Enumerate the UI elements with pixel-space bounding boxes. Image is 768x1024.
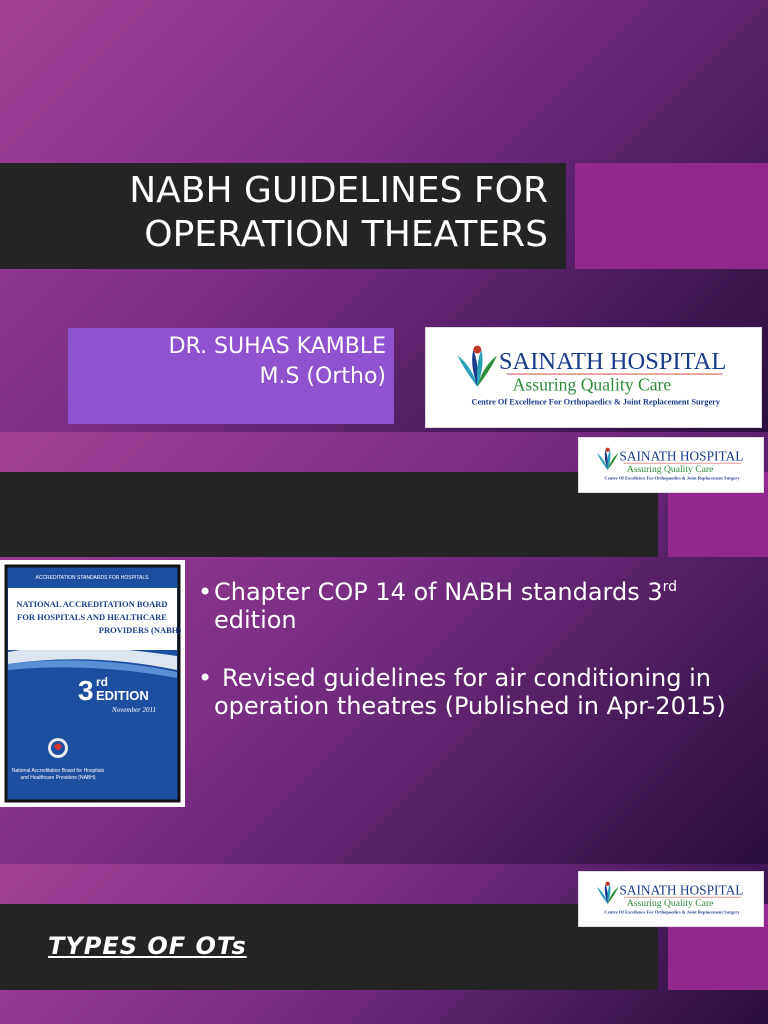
nabh-emblem-icon [48,738,68,758]
title-bar-2 [0,472,658,557]
hospital-logo-graphic-small [579,438,763,492]
book-title-3: PROVIDERS (NABH) [98,625,182,635]
logo-tagline: Assuring Quality Care [512,374,672,395]
bullet-dot: • [198,578,213,606]
book-edition-word: EDITION [96,688,149,703]
bullet-item [198,578,758,634]
logo-tagline: Assuring Quality Care [626,464,714,476]
slide-title-text [129,169,548,257]
logo-subtitle: Centre Of Excellence For Orthopaedics & Joint Replacement Surgery [604,909,740,915]
logo-name: SAINATH HOSPITAL [498,348,727,376]
bullet-list [198,578,758,742]
logo-name: SAINATH HOSPITAL [619,882,744,898]
book-title-2: FOR HOSPITALS AND HEALTHCARE [17,612,167,622]
accent-block [575,163,768,269]
types-heading: TYPES OF OTs [48,932,247,960]
hospital-logo-small [578,437,764,493]
slide-title [0,0,768,432]
bullet-item [198,664,758,720]
author-box [68,328,394,424]
bullet-dot: • [198,664,213,692]
book-edition-suffix: rd [96,675,108,689]
lotus-icon [597,882,618,904]
logo-tagline: Assuring Quality Care [626,898,714,910]
lotus-icon [458,346,497,387]
title-bar [0,163,566,269]
hospital-logo [425,327,762,428]
bullet-superscript: rd [662,579,678,595]
book-footer-2: and Healthcare Providers (NABH) [20,775,96,781]
logo-name: SAINATH HOSPITAL [619,448,744,464]
author-name: DR. SUHAS KAMBLE [168,334,386,359]
slide-standards [0,432,768,864]
title-line-2: OPERATION THEATERS [144,214,548,255]
bullet-text-end: edition [214,606,297,634]
book-cover-graphic [0,560,185,807]
book-title-1: NATIONAL ACCREDITATION BOARD [16,599,168,609]
bullet-text: Revised guidelines for air conditioning in operation theatres (Published in Apr-2015) [214,664,726,720]
book-footer-1: National Accreditation Board for Hospitals [11,768,105,774]
bullet-text: Chapter COP 14 of NABH standards 3 [214,578,663,606]
logo-subtitle: Centre Of Excellence For Orthopaedics & Joint Replacement Surgery [604,475,740,481]
slide-ot-types [0,864,768,1024]
author-degree: M.S (Ortho) [259,364,386,389]
hospital-logo-graphic [426,328,761,427]
book-edition-date: November 2011 [112,706,156,714]
book-header: ACCREDITATION STANDARDS FOR HOSPITALS [35,575,149,581]
title-line-1: NABH GUIDELINES FOR [129,170,548,211]
hospital-logo-graphic-small [579,872,763,926]
lotus-icon [597,448,618,470]
logo-subtitle: Centre Of Excellence For Orthopaedics & Joint Replacement Surgery [471,397,721,407]
nabh-book-cover [0,560,185,807]
hospital-logo-small [578,871,764,927]
book-edition-number: 3 [78,675,94,706]
